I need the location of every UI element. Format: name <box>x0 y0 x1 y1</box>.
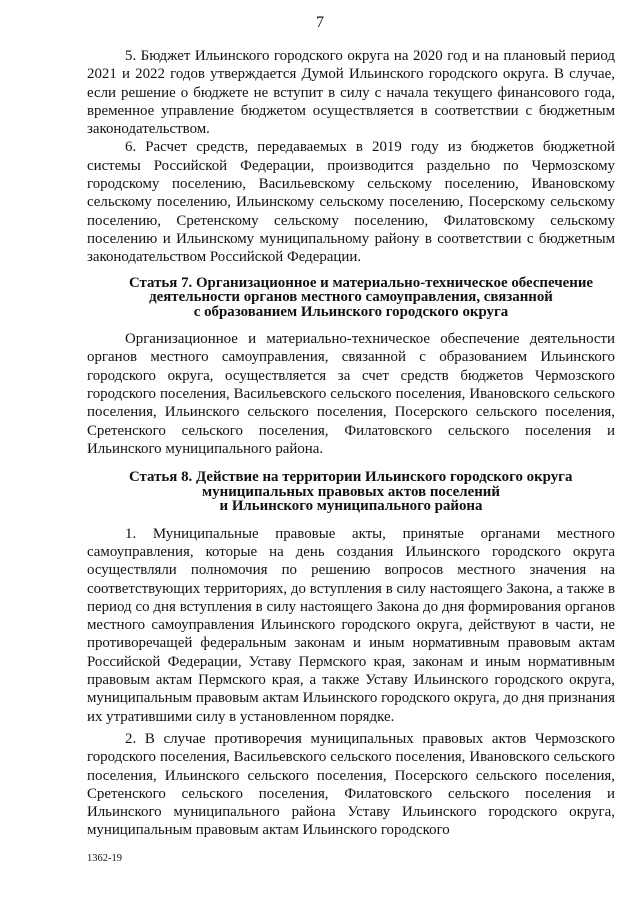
article-8-heading-line: и Ильинского муниципального района <box>219 498 483 515</box>
article-7-heading-line: с образованием Ильинского городского округа <box>193 303 509 320</box>
paragraph-6: 6. Расчет средств, передаваемых в 2019 году из бюджетов бюджетной системы Российской Федерации, производится раздельно по Чермозскому городскому поселению, Васильевскому сельскому поселению, Ивановскому сельскому поселению, Ильинскому сельскому поселению, Посерскому сельскому поселению, Сретенскому сельскому поселению, Филатовскому сельскому поселению и Ильинскому муниципальному району в соответствии с бюджетным законодательством Российской Федерации. <box>87 139 615 266</box>
article-8-heading <box>87 470 615 514</box>
article-8-paragraph-1: 1. Муниципальные правовые акты, принятые органами местного самоуправления, которые на день создания Ильинского городского округа осуществляли полномочия по решению вопросов местного значения на соответствующих территориях, до вступления в силу настоящего Закона, а также в период со дня вступления в силу настоящего Закона до дня формирования органов местного самоуправления Ильинского городского округа, действуют в части, не противоречащей федеральным законам и иным нормативным правовым актам Российской Федерации, Уставу Пермского края, законам и иным нормативным правовым актам Пермского края, а также Уставу Ильинского городского округа, муниципальным правовым актам Ильинского городского округа, до дня признания их утратившими силу в установленном порядке. <box>87 525 615 725</box>
paragraph-5: 5. Бюджет Ильинского городского округа на 2020 год и на плановый период 2021 и 2022 годов утверждается Думой Ильинского городского округа. В случае, если решение о бюджете не вступит в силу с начала текущего финансового года, временное управление бюджетом осуществляется в соответствии с бюджетным законодательством. <box>87 48 615 138</box>
document-body <box>87 47 615 840</box>
page-number: 7 <box>316 14 324 31</box>
article-7-heading-line: деятельности органов местного самоуправления, связанной <box>149 289 553 306</box>
article-8-heading-line: муниципальных правовых актов поселений <box>202 483 500 500</box>
article-8-heading-line: Статья 8. Действие на территории Ильинского городского округа <box>129 469 573 486</box>
article-7-heading <box>87 276 615 320</box>
article-8-paragraph-2: 2. В случае противоречия муниципальных правовых актов Чермозского городского поселения, Васильевского сельского поселения, Ивановского сельского поселения, Ильинского сельского поселения, Посерского сельского поселения, Сретенского сельского поселения, Филатовского сельского поселения и Ильинского муниципального района Уставу Ильинского городского округа, муниципальным правовым актам Ильинского городского <box>87 730 615 839</box>
article-7-heading-line: Статья 7. Организационное и материально-техническое обеспечение <box>129 274 594 291</box>
article-7-paragraph: Организационное и материально-техническое обеспечение деятельности органов местного самоуправления, связанной с образованием Ильинского городского округа, осуществляется за счет средств бюджетов Чермозского городского поселения, Васильевского сельского поселения, Ивановского сельского поселения, Ильинского сельского поселения, Посерского сельского поселения, Сретенского сельского поселения, Филатовского сельского поселения и Ильинского муниципального района. <box>87 331 615 457</box>
document-code: 1362-19 <box>87 853 122 864</box>
